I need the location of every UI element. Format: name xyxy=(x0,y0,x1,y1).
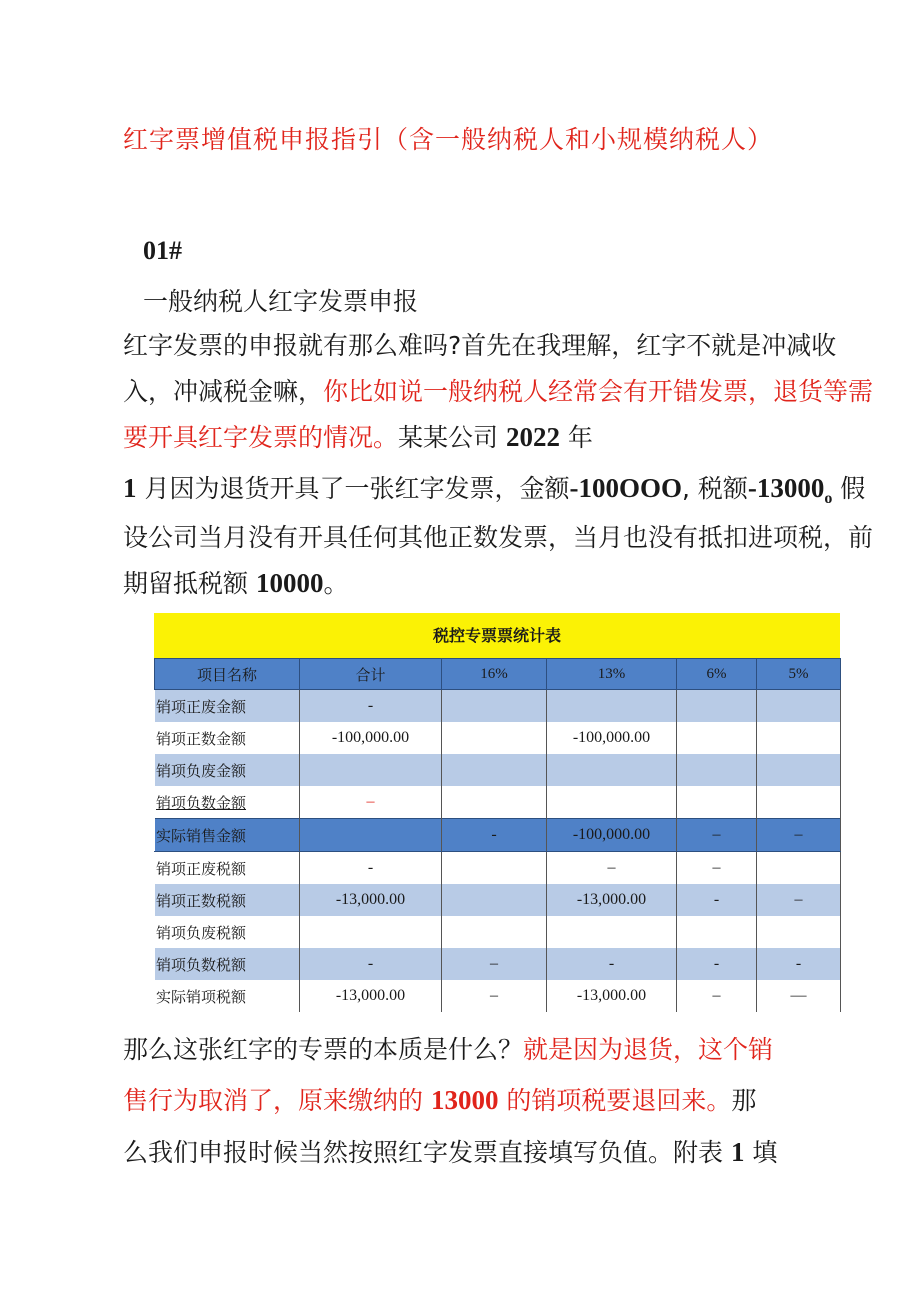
text-run: 那么这张红字的专票的本质是什么？ xyxy=(123,1035,524,1064)
table-row xyxy=(155,948,841,980)
text-run: 假 xyxy=(832,474,866,503)
table-row xyxy=(155,980,841,1012)
table-cell: – xyxy=(677,819,757,852)
text-run: 么我们申报时候当然按照红字发票直接填写负值。附表 xyxy=(123,1138,731,1167)
text-run: 入，冲减税金嘛， xyxy=(123,377,324,406)
text-run: , 税额 xyxy=(681,474,748,503)
table-cell xyxy=(442,884,547,916)
table-cell xyxy=(757,916,841,948)
table-cell: – xyxy=(442,948,547,980)
highlight-text: 你比如说一般纳税人经常会有开错发票，退货等需 xyxy=(323,377,874,406)
paragraph-1-line-5 xyxy=(123,515,873,560)
paragraph-1-line-3 xyxy=(123,415,593,460)
text-run: 。 xyxy=(323,569,349,598)
header-cell: 项目名称 xyxy=(155,659,300,690)
paragraph-1-line-2 xyxy=(123,369,873,414)
row-label: 销项负废税额 xyxy=(155,916,300,948)
text-run: 填 xyxy=(744,1138,778,1167)
paragraph-2-line-3 xyxy=(123,1130,777,1175)
table-cell xyxy=(442,786,547,819)
paragraph-1-line-6 xyxy=(123,561,348,606)
table-cell: - xyxy=(677,948,757,980)
table-cell xyxy=(757,852,841,885)
table-cell: – xyxy=(677,980,757,1012)
table-cell xyxy=(442,754,547,786)
table-cell: -100,000.00 xyxy=(547,722,677,754)
paragraph-2-line-2 xyxy=(123,1078,756,1123)
table-cell xyxy=(757,690,841,723)
table-cell: – xyxy=(547,852,677,885)
table-cell xyxy=(757,786,841,819)
paragraph-1-line-4 xyxy=(123,466,865,521)
paragraph-1-line-1 xyxy=(123,323,836,368)
table-cell xyxy=(442,852,547,885)
table-cell xyxy=(547,754,677,786)
table-cell xyxy=(677,786,757,819)
table-cell xyxy=(677,916,757,948)
text-run: 年 xyxy=(559,423,593,452)
tax-statistics-table xyxy=(154,613,840,1012)
row-label xyxy=(155,819,300,852)
table-cell xyxy=(677,722,757,754)
text-run: 红字发票的申报就有那么难吗?首先在我理解，红字不就是冲减收 xyxy=(123,331,837,360)
table-cell: – xyxy=(677,852,757,885)
tax-refund-number: 13000 xyxy=(430,1085,499,1115)
table-row xyxy=(155,852,841,885)
table-cell: -100,000.00 xyxy=(547,819,677,852)
table-row xyxy=(155,722,841,754)
document-title: 红字票增值税申报指引（含一般纳税人和小规模纳税人） xyxy=(123,125,774,154)
amount-number: -100OOO xyxy=(569,473,682,503)
header-cell: 13% xyxy=(547,659,677,690)
schedule-number: 1 xyxy=(730,1137,745,1167)
row-label: 销项正废税额 xyxy=(155,852,300,885)
table-cell xyxy=(677,754,757,786)
table-row xyxy=(155,786,841,819)
text-run: 设公司当月没有开具任何其他正数发票，当月也没有抵扣进项税，前 xyxy=(123,523,874,552)
year-number: 2022 xyxy=(505,422,560,452)
table-header-row xyxy=(155,659,841,690)
table-cell: - xyxy=(677,884,757,916)
table-cell xyxy=(677,690,757,723)
subscript-mark: o xyxy=(824,490,833,507)
table-cell: - xyxy=(757,948,841,980)
table-row xyxy=(155,690,841,723)
table-row xyxy=(155,916,841,948)
row-label-text: 实际销售金额 xyxy=(156,826,247,845)
table-cell: -13,000.00 xyxy=(300,980,442,1012)
month-number: 1 xyxy=(123,473,137,503)
tax-number: -13000 xyxy=(747,473,825,503)
table-cell xyxy=(300,754,442,786)
section-number: 01# xyxy=(143,236,182,265)
table-cell: – xyxy=(757,819,841,852)
table-cell: -13,000.00 xyxy=(547,980,677,1012)
table-cell: – xyxy=(300,786,442,819)
highlight-text: 就是因为退货，这个销 xyxy=(523,1035,774,1064)
row-label: 实际销项税额 xyxy=(155,980,300,1012)
table-cell: -13,000.00 xyxy=(547,884,677,916)
table-cell xyxy=(547,690,677,723)
highlight-text: 的销项税要退回来。 xyxy=(498,1086,732,1115)
text-run: 期留抵税额 xyxy=(123,569,256,598)
table-cell: – xyxy=(757,884,841,916)
credit-number: 10000 xyxy=(255,568,324,598)
highlight-text: 售行为取消了，原来缴纳的 xyxy=(123,1086,431,1115)
table-cell xyxy=(547,916,677,948)
table-row xyxy=(155,884,841,916)
table-cell xyxy=(442,916,547,948)
text-run: 某某公司 xyxy=(398,423,506,452)
table-cell xyxy=(547,786,677,819)
row-label: 销项负废金额 xyxy=(155,754,300,786)
row-label: 销项正数税额 xyxy=(155,884,300,916)
row-label: 销项负数税额 xyxy=(155,948,300,980)
section-title: 一般纳税人红字发票申报 xyxy=(143,287,419,316)
table-row xyxy=(155,754,841,786)
table-cell: -13,000.00 xyxy=(300,884,442,916)
table-cell: - xyxy=(442,819,547,852)
paragraph-2-line-1 xyxy=(123,1027,773,1072)
header-cell: 6% xyxy=(677,659,757,690)
table-cell: - xyxy=(300,852,442,885)
header-cell: 合计 xyxy=(300,659,442,690)
header-cell: 16% xyxy=(442,659,547,690)
row-label: 销项正废金额 xyxy=(155,690,300,723)
header-cell: 5% xyxy=(757,659,841,690)
row-label: 销项正数金额 xyxy=(155,722,300,754)
table-cell xyxy=(757,754,841,786)
text-run: 月因为退货开具了一张红字发票，金额 xyxy=(136,474,570,503)
table-title: 税控专票票统计表 xyxy=(154,613,840,658)
table-cell xyxy=(300,916,442,948)
text-run: 那 xyxy=(731,1086,757,1115)
table-cell xyxy=(300,819,442,852)
table-cell: - xyxy=(300,690,442,723)
table-cell: - xyxy=(300,948,442,980)
table-cell: — xyxy=(757,980,841,1012)
table-cell: – xyxy=(442,980,547,1012)
table-cell: -100,000.00 xyxy=(300,722,442,754)
highlight-text: 要开具红字发票的情况。 xyxy=(123,423,399,452)
table-cell xyxy=(442,690,547,723)
table-row-highlight xyxy=(155,819,841,852)
table-cell xyxy=(757,722,841,754)
row-label: 销项负数金额 xyxy=(155,786,300,819)
table-cell: - xyxy=(547,948,677,980)
table-cell xyxy=(442,722,547,754)
